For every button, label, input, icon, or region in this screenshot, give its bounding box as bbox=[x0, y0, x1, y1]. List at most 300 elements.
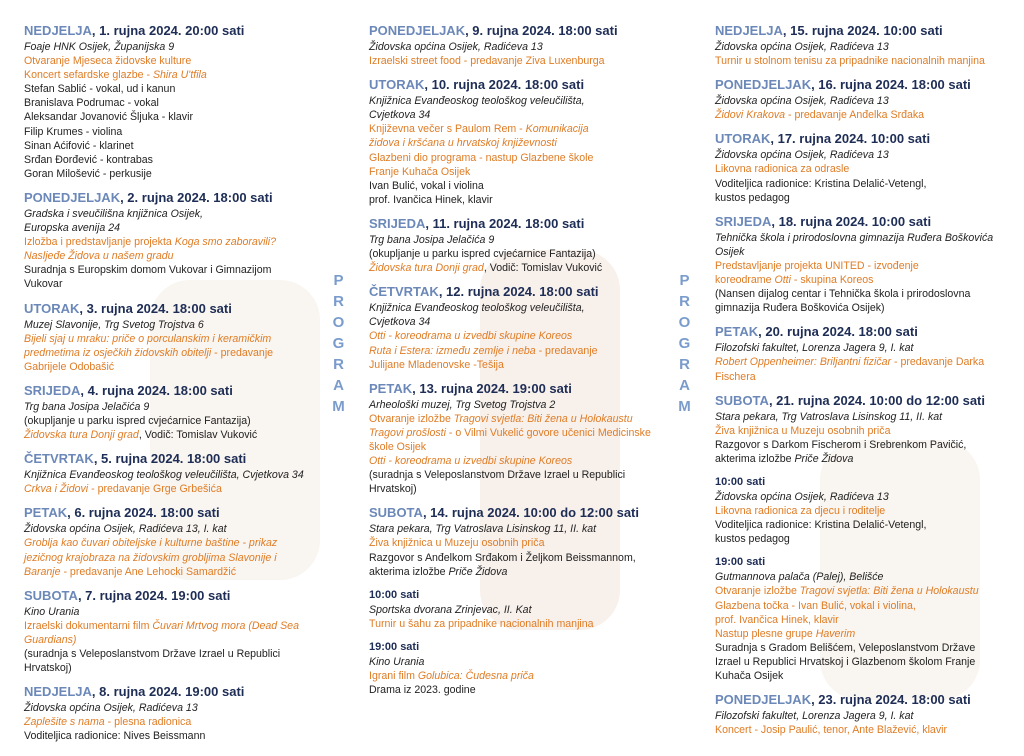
event-block bbox=[24, 450, 324, 496]
event-line bbox=[369, 108, 669, 122]
event-detail: Vukovar bbox=[24, 278, 63, 291]
event-line bbox=[24, 96, 324, 110]
event-title-italic: Guardians) bbox=[24, 633, 77, 646]
event-date: , 14. rujna 2024. 10:00 do 12:00 sati bbox=[422, 505, 639, 521]
event-line bbox=[715, 532, 1015, 546]
event-day: SRIJEDA bbox=[715, 213, 772, 229]
event-detail: kustos pedagog bbox=[715, 533, 790, 546]
event-title-italic: Groblja kao čuvari obiteljske i kulturne baštine - prikaz bbox=[24, 537, 278, 550]
event-line bbox=[715, 613, 1015, 627]
event-line bbox=[369, 426, 669, 440]
event-line bbox=[715, 504, 1015, 518]
event-line bbox=[369, 522, 669, 536]
event-title: - skupina Koreos bbox=[790, 274, 874, 287]
event-title: Koncert - Josip Paulić, tenor, Ante Blažević, klavir bbox=[715, 724, 947, 737]
event-block bbox=[24, 22, 324, 181]
event-detail: (okupljanje u parku ispred cvjećarnice Fantazija) bbox=[369, 248, 596, 261]
event-location: Židovska općina Osijek, Radićeva 13 bbox=[24, 702, 198, 715]
event-line bbox=[24, 54, 324, 68]
event-block bbox=[24, 300, 324, 374]
event-line bbox=[369, 329, 669, 343]
event-block bbox=[369, 587, 669, 631]
event-title: Književna večer s Paulom Rem - bbox=[369, 123, 526, 136]
event-date: , 1. rujna 2024. 20:00 sati bbox=[91, 23, 245, 38]
event-detail: Hrvatskoj) bbox=[24, 662, 72, 675]
event-title: Glazbena točka - Ivan Bulić, vokal i violina, bbox=[715, 599, 916, 612]
event-day: PONEDJELJAK bbox=[24, 189, 121, 205]
event-detail-italic: Priče Židova bbox=[794, 452, 854, 465]
event-detail: Razgovor s Darkom Fischerom i Srebrenkom Pavičić, bbox=[715, 438, 967, 451]
event-title-italic: Zaplešite s nama bbox=[24, 716, 105, 729]
program-letter: G bbox=[332, 335, 348, 352]
event-line bbox=[715, 54, 1015, 68]
event-line bbox=[24, 647, 324, 661]
event-day: SRIJEDA bbox=[369, 215, 426, 231]
event-line bbox=[24, 40, 324, 54]
event-heading bbox=[24, 189, 324, 207]
event-line bbox=[369, 54, 669, 68]
event-line bbox=[369, 136, 669, 150]
event-title-italic: Otti bbox=[774, 274, 791, 287]
event-date: , 8. rujna 2024. 19:00 sati bbox=[91, 684, 245, 700]
event-detail-italic: Priče Židova bbox=[448, 565, 508, 578]
event-block bbox=[715, 691, 1015, 737]
event-date: , 3. rujna 2024. 18:00 sati bbox=[79, 300, 232, 316]
event-title: Julijane Mladenovske -Tešija bbox=[369, 358, 504, 371]
event-line bbox=[715, 177, 1015, 191]
event-line bbox=[715, 148, 1015, 162]
event-detail: (suradnja s Veleposlanstvom Države Izrael u Republici bbox=[369, 469, 626, 482]
event-line bbox=[369, 40, 669, 54]
event-detail: Razgovor s Anđelkom Srđakom i Željkom Beissmannom, bbox=[369, 551, 636, 564]
event-location: Kino Urania bbox=[369, 655, 425, 668]
event-day: SUBOTA bbox=[369, 505, 423, 521]
event-title-italic: Nasljeđe Židova u našem gradu bbox=[24, 250, 174, 263]
event-line bbox=[715, 490, 1015, 504]
event-heading bbox=[24, 300, 324, 318]
event-location: Cvjetkova 34 bbox=[369, 316, 431, 329]
event-date: , 23. rujna 2024. 18:00 sati bbox=[811, 692, 971, 708]
event-line bbox=[369, 165, 669, 179]
event-location: Trg bana Josipa Jelačića 9 bbox=[369, 233, 495, 246]
event-line bbox=[715, 259, 1015, 273]
event-title-italic: Židovi Krakova bbox=[715, 109, 786, 122]
event-line bbox=[24, 68, 324, 82]
event-time: 10:00 sati bbox=[715, 475, 766, 488]
event-line bbox=[715, 355, 1015, 369]
event-heading bbox=[369, 283, 669, 301]
event-location: Kino Urania bbox=[24, 605, 80, 618]
event-line bbox=[715, 599, 1015, 613]
event-heading bbox=[715, 691, 1015, 709]
event-line bbox=[715, 301, 1015, 315]
event-date: , 15. rujna 2024. 10:00 sati bbox=[782, 23, 943, 38]
event-line bbox=[715, 191, 1015, 205]
event-location: Cvjetkova 34 bbox=[369, 109, 431, 122]
event-line bbox=[24, 82, 324, 96]
event-title: - predavanje bbox=[535, 344, 598, 357]
event-title-italic: Otti - koreodrama u izvedbi skupine Koreos bbox=[369, 455, 573, 468]
event-block bbox=[24, 504, 324, 578]
event-line bbox=[715, 231, 1015, 245]
event-location: Židovska općina Osijek, Radićeva 13 bbox=[715, 41, 889, 53]
event-line bbox=[715, 245, 1015, 259]
event-date: , 2. rujna 2024. 18:00 sati bbox=[120, 189, 273, 205]
event-title-italic: Ruta i Estera: između zemlje i neba bbox=[369, 344, 536, 357]
event-day: ČETVRTAK bbox=[369, 284, 439, 300]
event-title: Koncert sefardske glazbe - bbox=[24, 69, 153, 82]
event-line bbox=[369, 468, 669, 482]
event-line bbox=[369, 565, 669, 579]
event-day: PONEDJELJAK bbox=[369, 23, 466, 38]
event-line bbox=[369, 440, 669, 454]
event-line bbox=[369, 122, 669, 136]
event-location: Arheološki muzej, Trg Svetog Trojstva 2 bbox=[369, 398, 556, 411]
event-location: Židovska općina Osijek, Radićeva 13 bbox=[715, 149, 889, 162]
event-location: Tehnička škola i prirodoslovna gimnazija Ruđera Boškovića bbox=[715, 231, 994, 244]
event-line bbox=[715, 709, 1015, 723]
event-line bbox=[715, 341, 1015, 355]
event-title: Turnir u šahu za pripadnike nacionalnih manjina bbox=[369, 617, 594, 630]
program-letter: R bbox=[679, 293, 693, 310]
event-line bbox=[24, 536, 324, 550]
event-block bbox=[369, 639, 669, 697]
event-location: Foaje HNK Osijek, Županijska 9 bbox=[24, 41, 175, 53]
event-line bbox=[24, 249, 324, 263]
event-location: Židovska općina Osijek, Radićeva 13 bbox=[369, 41, 543, 53]
event-title: Izraelski street food - predavanje Ziva Luxenburga bbox=[369, 55, 605, 68]
event-block bbox=[24, 587, 324, 675]
event-date: , 10. rujna 2024. 18:00 sati bbox=[424, 77, 585, 93]
event-detail: Voditeljica radionice: Kristina Delalić-Vetengl, bbox=[715, 177, 927, 190]
event-block bbox=[715, 76, 1015, 122]
event-line bbox=[24, 400, 324, 414]
program-column-3 bbox=[715, 22, 1015, 745]
event-line bbox=[24, 332, 324, 346]
event-title: Izraelski dokumentarni film bbox=[24, 619, 153, 632]
program-letter: P bbox=[333, 272, 347, 289]
event-title: škole Osijek bbox=[369, 440, 427, 453]
event-block bbox=[715, 130, 1015, 204]
event-date: , 6. rujna 2024. 18:00 sati bbox=[67, 505, 220, 521]
event-line bbox=[24, 661, 324, 675]
event-title: - predavanje Darka bbox=[891, 356, 985, 369]
event-location: Trg bana Josipa Jelačića 9 bbox=[24, 400, 150, 413]
event-line bbox=[369, 193, 669, 207]
program-letter: A bbox=[333, 377, 347, 394]
event-detail: Voditeljica radionice: Nives Beissmann bbox=[24, 730, 206, 743]
event-line bbox=[24, 318, 324, 332]
event-line bbox=[369, 358, 669, 372]
event-date: , 4. rujna 2024. 18:00 sati bbox=[80, 382, 233, 398]
event-heading bbox=[24, 450, 324, 468]
event-day: SUBOTA bbox=[24, 587, 78, 603]
event-detail: (okupljanje u parku ispred cvjećarnice Fantazija) bbox=[24, 414, 251, 427]
event-detail: Suradnja s Europskim domom Vukovar i Gimnazijom bbox=[24, 264, 272, 277]
event-day: PONEDJELJAK bbox=[715, 77, 812, 93]
event-title-italic: Čuvari Mrtvog mora (Dead Sea bbox=[152, 619, 299, 632]
event-heading bbox=[715, 323, 1015, 341]
event-location: Židovska općina Osijek, Radićeva 13 bbox=[715, 95, 889, 108]
event-line bbox=[369, 536, 669, 550]
event-day: SUBOTA bbox=[715, 392, 769, 408]
event-detail: Branislava Podrumac - vokal bbox=[24, 97, 159, 110]
event-line bbox=[369, 179, 669, 193]
event-date: , 17. rujna 2024. 10:00 sati bbox=[770, 131, 931, 147]
event-line bbox=[24, 110, 324, 124]
event-heading bbox=[24, 504, 324, 522]
event-title: Turnir u stolnom tenisu za pripadnike nacionalnih manjina bbox=[715, 55, 985, 68]
event-heading bbox=[24, 22, 324, 40]
program-letter: G bbox=[678, 335, 694, 352]
event-date: , 7. rujna 2024. 19:00 sati bbox=[77, 587, 231, 603]
event-location: Židovska općina Osijek, Radićeva 13, I. kat bbox=[24, 523, 227, 536]
event-heading bbox=[369, 215, 669, 233]
program-letter: P bbox=[679, 272, 693, 289]
event-title: Gabrijele Odobašić bbox=[24, 360, 115, 373]
event-heading bbox=[369, 22, 669, 40]
event-line bbox=[369, 669, 669, 683]
event-line bbox=[24, 565, 324, 579]
event-detail: Izrael u Republici Hrvatskoj i Glazbenom školom Franje bbox=[715, 655, 976, 668]
event-line bbox=[369, 261, 669, 275]
event-detail: Ivan Bulić, vokal i violina bbox=[369, 179, 484, 192]
event-line bbox=[369, 683, 669, 697]
event-detail: Drama iz 2023. godine bbox=[369, 684, 476, 697]
event-location: Muzej Slavonije, Trg Svetog Trojstva 6 bbox=[24, 318, 204, 331]
event-date: , 9. rujna 2024. 18:00 sati bbox=[465, 23, 618, 38]
event-line bbox=[369, 301, 669, 315]
event-line bbox=[24, 414, 324, 428]
event-line bbox=[369, 315, 669, 329]
event-location: Europska avenija 24 bbox=[24, 222, 120, 235]
event-block bbox=[24, 189, 324, 292]
event-title-italic: Židovska tura Donji grad bbox=[24, 429, 139, 442]
event-line bbox=[715, 94, 1015, 108]
event-detail: , Vodič: Tomislav Vuković bbox=[138, 429, 258, 442]
event-detail: akterima izložbe bbox=[715, 452, 795, 465]
event-title: - plesna radionica bbox=[104, 716, 192, 729]
event-line bbox=[369, 603, 669, 617]
event-title: - predavanje Ane Lehocki Samardžić bbox=[60, 565, 237, 578]
event-line bbox=[715, 438, 1015, 452]
event-day: UTORAK bbox=[369, 77, 425, 93]
event-date: , 21. rujna 2024. 10:00 do 12:00 sati bbox=[768, 392, 985, 408]
event-line bbox=[24, 715, 324, 729]
event-block bbox=[715, 392, 1015, 466]
event-block bbox=[715, 213, 1015, 316]
event-line bbox=[24, 482, 324, 496]
event-detail: (suradnja s Veleposlanstvom Države Izrael u Republici bbox=[24, 648, 281, 660]
event-detail: (Nansen dijalog centar i Tehnička škola i prirodoslovna bbox=[715, 288, 971, 301]
event-line bbox=[24, 346, 324, 360]
event-line bbox=[24, 605, 324, 619]
event-title-italic: Haverim bbox=[815, 627, 856, 640]
event-title-italic: Židovska tura Donji grad bbox=[369, 262, 484, 275]
event-title: Igrani film bbox=[369, 670, 418, 682]
event-title: - predavanje Grge Grbešića bbox=[88, 483, 222, 496]
event-day: ČETVRTAK bbox=[24, 451, 94, 467]
event-line bbox=[24, 207, 324, 221]
event-line bbox=[24, 701, 324, 715]
event-detail: prof. Ivančica Hinek, klavir bbox=[369, 193, 493, 206]
event-title-italic: jezičnog krajobraza na židovskim grobljima Slavonije i bbox=[24, 551, 277, 564]
event-title: Franje Kuhača Osijek bbox=[369, 165, 471, 178]
event-block bbox=[715, 474, 1015, 546]
event-title: Predstavljanje projekta UNITED - izvođenje bbox=[715, 259, 919, 272]
event-title-italic: Robert Oppenheimer: Briljantni fizičar bbox=[715, 356, 892, 369]
event-line bbox=[24, 221, 324, 235]
event-location: Gradska i sveučilišna knjižnica Osijek, bbox=[24, 207, 203, 220]
event-title: koreodrame bbox=[715, 274, 775, 287]
event-location: Knjižnica Evanđeoskog teološkog veleučilišta, bbox=[369, 302, 585, 315]
program-letter: R bbox=[679, 356, 693, 373]
program-letter: O bbox=[678, 314, 694, 331]
event-line bbox=[715, 108, 1015, 122]
event-location: Osijek bbox=[715, 245, 745, 258]
event-title-italic: Tragovi svjetla: Biti žena u Holokaustu bbox=[453, 412, 633, 425]
event-title-italic: Tragovi svjetla: Biti žena u Holokaustu bbox=[799, 585, 979, 598]
program-letter: M bbox=[332, 398, 348, 415]
event-day: UTORAK bbox=[715, 131, 771, 147]
event-title: Otvaranje izložbe bbox=[369, 412, 454, 425]
event-heading bbox=[369, 504, 669, 522]
event-line bbox=[24, 633, 324, 647]
event-detail: Aleksandar Jovanović Šljuka - klavir bbox=[24, 111, 193, 124]
event-line bbox=[24, 551, 324, 565]
event-title: Živa knjižnica u Muzeju osobnih priča bbox=[369, 537, 545, 550]
event-block bbox=[369, 380, 669, 497]
event-line bbox=[715, 669, 1015, 683]
event-location: Sportska dvorana Zrinjevac, II. Kat bbox=[369, 603, 532, 616]
event-detail: Hrvatskoj) bbox=[369, 483, 417, 496]
event-line bbox=[369, 344, 669, 358]
program-column-1 bbox=[24, 22, 324, 751]
event-detail: Srđan Đorđević - kontrabas bbox=[24, 153, 153, 166]
event-line bbox=[715, 273, 1015, 287]
event-line bbox=[369, 655, 669, 669]
event-day: PETAK bbox=[24, 505, 68, 521]
program-letter: O bbox=[332, 314, 348, 331]
event-line bbox=[715, 287, 1015, 301]
event-block bbox=[369, 22, 669, 68]
event-location: Knjižnica Evanđeoskog teološkog veleučilišta, Cvjetkova 34 bbox=[24, 469, 304, 482]
event-day: PETAK bbox=[715, 324, 759, 340]
program-letter: M bbox=[678, 398, 694, 415]
event-line bbox=[715, 40, 1015, 54]
event-detail: kustos pedagog bbox=[715, 191, 790, 204]
event-time: 19:00 sati bbox=[715, 556, 766, 569]
event-location: Stara pekara, Trg Vatroslava Lisinskog 11, II. kat bbox=[715, 410, 943, 423]
event-heading bbox=[24, 382, 324, 400]
event-date: , 20. rujna 2024. 18:00 sati bbox=[758, 324, 918, 340]
event-heading bbox=[24, 587, 324, 605]
event-day: NEDJELJA bbox=[24, 684, 92, 700]
event-line bbox=[715, 570, 1015, 584]
event-detail: Kuhača Osijek bbox=[715, 670, 784, 682]
event-detail: Goran Milošević - perkusije bbox=[24, 167, 152, 180]
event-heading bbox=[715, 76, 1015, 94]
event-line bbox=[24, 428, 324, 442]
event-line bbox=[24, 139, 324, 153]
program-column-2 bbox=[369, 22, 669, 705]
event-line bbox=[24, 277, 324, 291]
event-line bbox=[715, 452, 1015, 466]
event-line bbox=[24, 235, 324, 249]
program-letter: R bbox=[333, 356, 347, 373]
event-line bbox=[715, 723, 1015, 737]
event-line bbox=[24, 729, 324, 743]
event-line bbox=[24, 619, 324, 633]
event-line bbox=[369, 94, 669, 108]
event-location: Knjižnica Evanđeoskog teološkog veleučilišta, bbox=[369, 95, 585, 108]
event-title: - predavanje Anđelka Srđaka bbox=[785, 109, 925, 122]
event-heading bbox=[715, 130, 1015, 148]
event-block bbox=[369, 76, 669, 207]
event-heading bbox=[369, 76, 669, 94]
event-title-italic: Crkva i Židovi bbox=[24, 483, 89, 496]
event-date: , 5. rujna 2024. 18:00 sati bbox=[93, 451, 247, 467]
event-title: prof. Ivančica Hinek, klavir bbox=[715, 613, 839, 626]
event-day: NEDJELJA bbox=[715, 23, 783, 38]
event-line bbox=[369, 482, 669, 496]
event-title-italic: Otti - koreodrama u izvedbi skupine Koreos bbox=[369, 330, 573, 343]
event-location: Židovska općina Osijek, Radićeva 13 bbox=[715, 490, 889, 503]
event-title-italic: Golubica: Čudesna priča bbox=[417, 670, 534, 682]
event-line bbox=[369, 151, 669, 165]
event-block bbox=[369, 283, 669, 371]
event-heading bbox=[715, 22, 1015, 40]
event-title: Fischera bbox=[715, 370, 756, 383]
event-line bbox=[715, 410, 1015, 424]
event-heading bbox=[24, 683, 324, 701]
event-title-italic: židova i kršćana u hrvatskoj književnosti bbox=[369, 137, 557, 150]
event-title: Živa knjižnica u Muzeju osobnih priča bbox=[715, 424, 891, 437]
event-heading bbox=[715, 392, 1015, 410]
event-date: , 12. rujna 2024. 18:00 sati bbox=[438, 284, 599, 300]
program-letter: A bbox=[679, 377, 693, 394]
event-line bbox=[715, 370, 1015, 384]
event-title: Likovna radionica za odrasle bbox=[715, 163, 850, 176]
event-line bbox=[715, 655, 1015, 669]
event-title: Otvaranje Mjeseca židovske kulture bbox=[24, 55, 192, 68]
event-title: Nastup plesne grupe bbox=[715, 627, 816, 640]
event-line bbox=[369, 551, 669, 565]
event-day: PETAK bbox=[369, 380, 413, 396]
event-line bbox=[24, 468, 324, 482]
event-line bbox=[715, 584, 1015, 598]
event-line bbox=[715, 641, 1015, 655]
event-title-italic: Baranje bbox=[24, 565, 61, 578]
event-line bbox=[715, 162, 1015, 176]
event-block bbox=[24, 382, 324, 442]
event-line bbox=[715, 627, 1015, 641]
program-label-left bbox=[330, 270, 350, 417]
event-date: , 16. rujna 2024. 18:00 sati bbox=[811, 77, 971, 93]
event-block bbox=[369, 215, 669, 275]
event-line bbox=[715, 518, 1015, 532]
event-line bbox=[369, 454, 669, 468]
event-day: PONEDJELJAK bbox=[715, 692, 812, 708]
event-date: , 11. rujna 2024. 18:00 sati bbox=[425, 215, 585, 231]
event-location: Filozofski fakultet, Lorenza Jagera 9, I. kat bbox=[715, 710, 914, 723]
event-line bbox=[24, 522, 324, 536]
event-title: - o Vilmi Vukelić govore učenici Medicinske bbox=[445, 426, 651, 439]
event-day: UTORAK bbox=[24, 300, 80, 316]
event-title-italic: Koga smo zaboravili? bbox=[174, 236, 277, 249]
event-block bbox=[715, 22, 1015, 68]
event-day: NEDJELJA bbox=[24, 23, 92, 38]
